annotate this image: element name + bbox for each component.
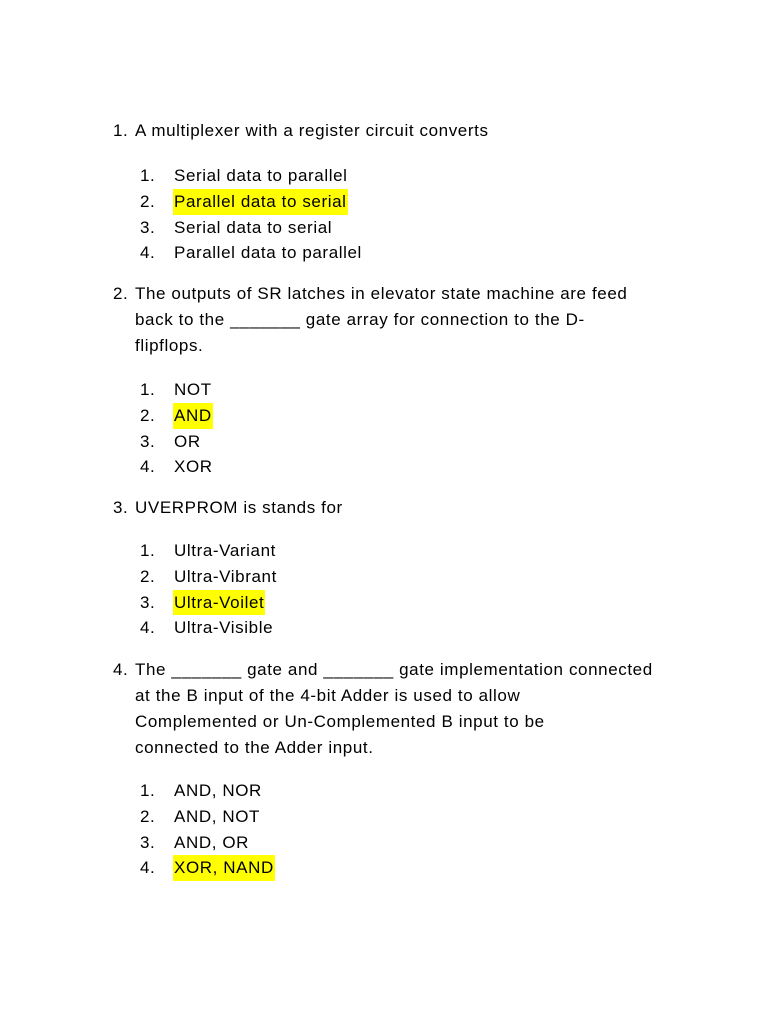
option-item	[140, 615, 278, 641]
option-item	[140, 403, 214, 429]
option-text-highlighted: AND	[173, 403, 213, 429]
option-text-highlighted: Ultra-Voilet	[173, 590, 265, 616]
question-1	[113, 118, 693, 144]
option-item	[140, 830, 275, 856]
question-text: The _______ gate and _______ gate implementation connected	[135, 660, 653, 679]
option-number: 2.	[140, 566, 156, 586]
option-number: 2.	[140, 405, 156, 425]
options-list-1	[140, 163, 363, 266]
options-list-4	[140, 778, 275, 881]
option-item	[140, 778, 275, 804]
option-text-highlighted: XOR, NAND	[173, 855, 275, 881]
option-text: XOR	[174, 457, 213, 477]
question-4	[113, 657, 693, 761]
question-number: 4.	[113, 660, 129, 679]
option-number: 4.	[140, 457, 156, 477]
option-number: 2.	[140, 191, 156, 211]
option-text-highlighted: Parallel data to serial	[173, 189, 348, 215]
option-item	[140, 855, 275, 881]
question-text: Complemented or Un-Complemented B input to be	[135, 712, 545, 731]
question-text: connected to the Adder input.	[135, 738, 374, 757]
options-list-2	[140, 377, 214, 480]
option-text: AND, NOT	[174, 806, 261, 826]
option-text: Ultra-Visible	[174, 618, 274, 638]
option-text: Ultra-Variant	[174, 541, 276, 560]
question-2	[113, 281, 693, 359]
option-number: 1.	[140, 166, 156, 185]
option-number: 2.	[140, 806, 156, 826]
option-number: 1.	[140, 781, 156, 800]
question-text: at the B input of the 4-bit Adder is used to allow	[135, 686, 521, 705]
option-number: 3.	[140, 832, 156, 852]
option-text: OR	[174, 431, 201, 451]
option-item	[140, 429, 214, 455]
option-text: AND, OR	[174, 832, 250, 852]
option-text: Ultra-Vibrant	[174, 566, 277, 586]
question-text: The outputs of SR latches in elevator state machine are feed	[135, 284, 628, 303]
question-text: flipflops.	[135, 336, 204, 355]
option-number: 3.	[140, 592, 156, 612]
option-item	[140, 189, 363, 215]
option-item	[140, 215, 363, 241]
option-number: 4.	[140, 858, 156, 878]
question-3	[113, 495, 693, 521]
option-item	[140, 163, 363, 189]
question-text: back to the _______ gate array for connection to the D-	[135, 310, 585, 329]
option-number: 4.	[140, 618, 156, 638]
options-list-3	[140, 538, 278, 641]
option-text: NOT	[174, 380, 212, 399]
option-item	[140, 240, 363, 266]
option-text: Serial data to parallel	[174, 166, 348, 185]
option-text: Serial data to serial	[174, 217, 333, 237]
option-number: 1.	[140, 541, 156, 560]
question-number: 3.	[113, 498, 129, 517]
option-item	[140, 590, 278, 616]
question-text: UVERPROM is stands for	[135, 498, 343, 517]
question-number: 1.	[113, 121, 129, 140]
option-number: 1.	[140, 380, 156, 399]
option-item	[140, 538, 278, 564]
option-text: AND, NOR	[174, 781, 262, 800]
option-number: 3.	[140, 431, 156, 451]
question-number: 2.	[113, 284, 129, 303]
option-item	[140, 804, 275, 830]
option-item	[140, 564, 278, 590]
option-number: 4.	[140, 243, 156, 263]
option-text: Parallel data to parallel	[174, 243, 362, 263]
option-number: 3.	[140, 217, 156, 237]
option-item	[140, 454, 214, 480]
question-text: A multiplexer with a register circuit converts	[135, 121, 489, 140]
option-item	[140, 377, 214, 403]
